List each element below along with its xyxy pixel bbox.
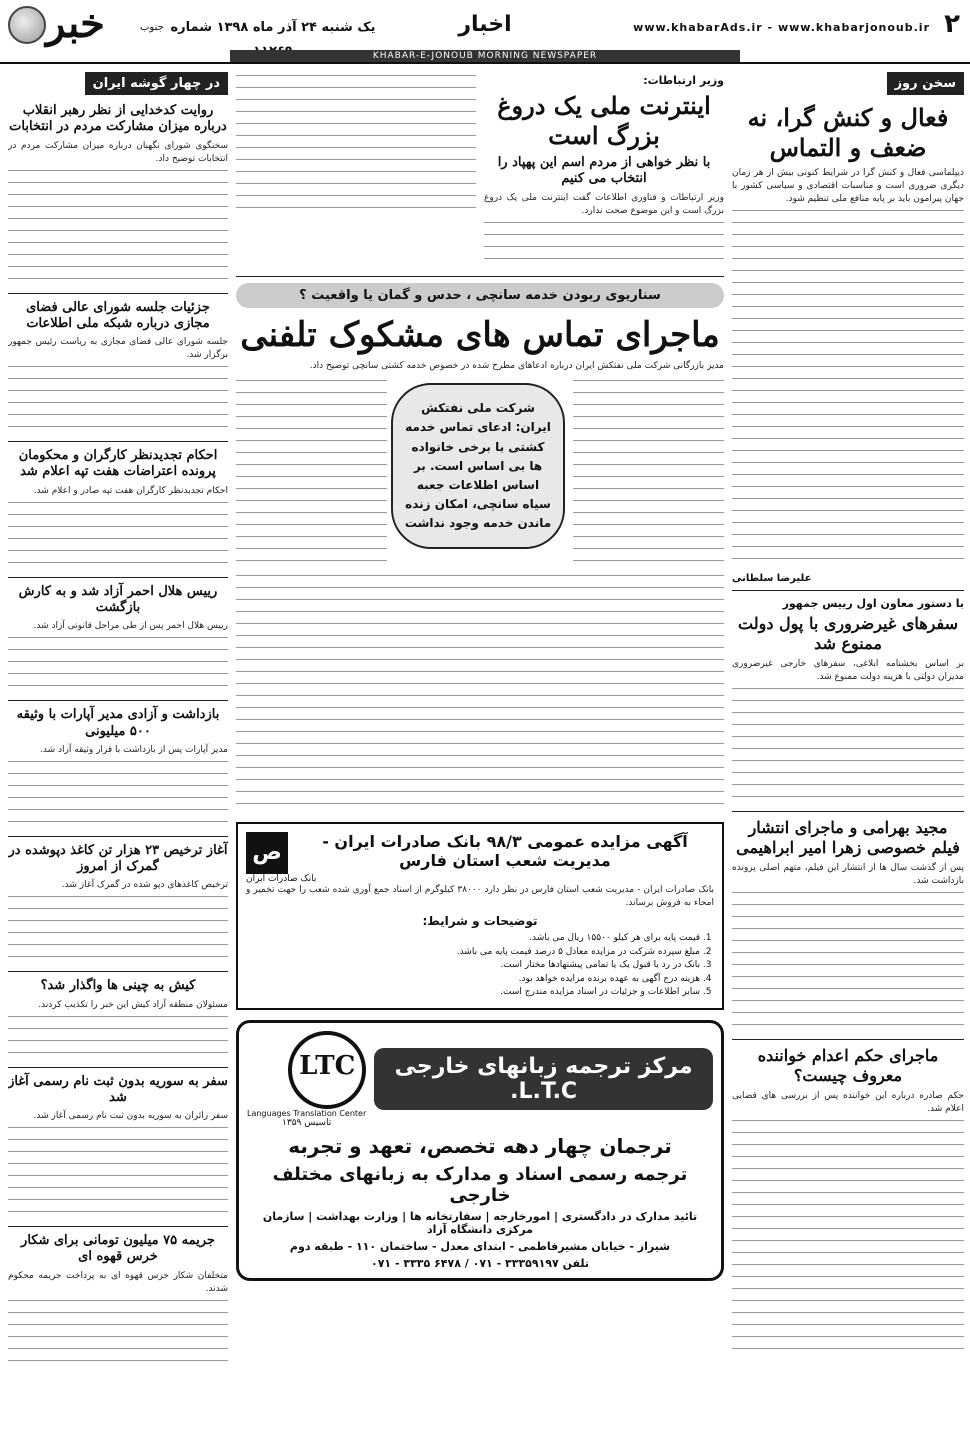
pull-quote: شرکت ملی نفتکش ایران: ادعای تماس خدمه کشتی با برخی خانواده ها بی اساس است. بر اساس اطلاعات جعبه سیاه سانچی، امکان زنده ماندن خدمه وجود نداشت (391, 383, 565, 549)
news-title: بازداشت و آزادی مدیر آپارات با وثیقه ۵۰۰ میلیونی (16, 707, 220, 739)
issue-date: یک شنبه ۲۴ آذر ماه ۱۳۹۸ شماره (170, 20, 376, 35)
lead-title: اینترنت ملی یک دروغ بزرگ است (497, 91, 711, 150)
news-text-lines (8, 170, 228, 287)
news-body: ترخیص کاغذهای دپو شده در گمرک آغاز شد. (61, 880, 228, 891)
globe-icon (8, 6, 46, 44)
editorial-title: فعال و کنش گرا، نه ضعف و التماس (747, 103, 949, 162)
ad-title: آگهی مزایده عمومی ۹۸/۳ بانک صادرات ایران - مدیریت شعب استان فارس (322, 832, 688, 871)
ltc-logo-name: Languages Translation Center (247, 1108, 367, 1118)
article-text-lines (732, 688, 964, 805)
bank-auction-ad (236, 822, 724, 1010)
article-text-lines (732, 892, 964, 1033)
main-story-body: مدیر بازرگانی شرکت ملی نفتکش ایران درباره ادعاهای مطرح شده در خصوص خدمه کشتی سانچی توضیح داد. (309, 361, 724, 372)
list-item: 4. هزینه درج آگهی به عهده برنده مزایده خواهد بود. (246, 973, 700, 987)
newspaper-logo (6, 0, 166, 47)
news-text-lines (8, 1016, 228, 1061)
editorial-body: دیپلماسی فعال و کنش گرا در شرایط کنونی بیش از هر زمان دیگری ضروری است و مناسبات اقتصادی و سیاسی کشور با جهان پیرامون باید بر پایه منافع ملی تنظیم شود. (732, 168, 964, 205)
article-title: مجید بهرامی و ماجرای انتشار فیلم خصوصی زهرا امیر ابراهیمی (736, 818, 960, 858)
page-number: ۲ (944, 9, 960, 39)
ad-body: بانک صادرات ایران - مدیریت شعب استان فارس در نظر دارد ۳۸۰۰۰ کیلوگرم از اسناد جمع آوری شده شعب را جهت تخمیر و امحاء به فروش برساند. (246, 885, 714, 909)
ltc-phone[interactable]: تلفن ۳۳۳۵۹۱۹۷ - ۰۷۱ / ۶۴۷۸ ۳۳۳۵ - ۰۷۱ (370, 1256, 590, 1270)
main-story-text (236, 575, 724, 812)
bank-name: بانک صادرات ایران (246, 874, 317, 885)
news-text-lines (8, 1127, 228, 1220)
logo-wordmark: خبر (46, 0, 105, 47)
article-body: بر اساس بخشنامه ابلاغی، سفرهای خارجی غیرضروری مدیران دولتی با هزینه دولت ممنوع شد. (732, 659, 964, 683)
logo-subtitle: جنوب (140, 22, 164, 33)
ltc-since: تاسیس ۱۳۵۹ (282, 1117, 332, 1128)
translation-center-ad (236, 1020, 724, 1281)
section-title: اخبار (458, 12, 512, 37)
news-body: مدیر آپارات پس از بازداشت با قرار وثیقه آزاد شد. (40, 744, 228, 755)
editorial-author: علیرضا سلطانی (732, 573, 812, 585)
lead-continued-text (236, 72, 476, 270)
ltc-service: ترجمه رسمی اسناد و مدارک به زبانهای مختلف خارجی (272, 1163, 688, 1206)
lead-text-lines (484, 222, 724, 267)
ad-conditions-title: توضیحات و شرایط: (422, 914, 538, 929)
news-title: احکام تجدیدنظر کارگران و محکومان پرونده اعتراضات هفت تپه اعلام شد (18, 448, 218, 480)
news-text-lines (8, 761, 228, 830)
article-title: سفرهای غیرضروری با پول دولت ممنوع شد (738, 614, 958, 654)
news-text-lines (8, 1300, 228, 1369)
news-title: روایت کدخدایی از نظر رهبر انقلاب درباره میزان مشارکت مردم در انتخابات (9, 103, 227, 135)
masthead (0, 0, 970, 50)
ltc-approvals: تائید مدارک در دادگستری | امورخارجه | سفارتخانه ها | وزارت بهداشت | سازمان مرکزی دانشگاه آزاد (262, 1209, 698, 1236)
news-title: رییس هلال احمر آزاد شد و به کارش بازگشت (18, 583, 218, 615)
news-title: جزئیات جلسه شورای عالی فضای مجازی درباره شبکه ملی اطلاعات (26, 299, 210, 331)
news-title: آغاز ترخیص ۲۳ هزار تن کاغذ دپوشده در گمرک از امروز (8, 842, 228, 875)
bank-logo-icon: ص (246, 832, 288, 874)
article-kicker: با دستور معاون اول رییس جمهور (782, 597, 964, 611)
list-item: 3. بانک در رد یا قبول یک یا تمامی پیشنهادها مختار است. (246, 959, 700, 973)
header-divider (0, 62, 970, 64)
ltc-address: شیراز - خیابان مشیرفاطمی - ابتدای معدل - ساختمان ۱۱۰ - طبقه دوم (289, 1239, 671, 1253)
article-body: پس از گذشت سال ها از انتشار این فیلم، متهم اصلی پرونده بازداشت شد. (732, 863, 964, 887)
news-title: سفر به سوریه بدون ثبت نام رسمی آغاز شد (8, 1073, 228, 1105)
article-text-lines (732, 1120, 964, 1357)
article-title: ماجرای حکم اعدام خواننده معروف چیست؟ (757, 1046, 939, 1086)
article-body: حکم صادره درباره این خواننده پس از بررسی های قضایی اعلام شد. (732, 1091, 964, 1115)
list-item: 1. قیمت پایه برای هر کیلو ۱۵۵۰۰ ریال می باشد. (246, 932, 700, 946)
main-story-title: ماجرای تماس های مشکوک تلفنی (240, 314, 720, 355)
lead-body: وزیر ارتباطات و فناوری اطلاعات گفت اینترنت ملی یک دروغ بزرگ است و این موضوع صحت ندارد. (484, 192, 724, 216)
news-title: کیش به چینی ها واگذار شد؟ (40, 978, 196, 994)
lead-kicker: وزیر ارتباطات: (643, 74, 724, 87)
news-text-lines (8, 637, 228, 694)
ltc-title: مرکز ترجمه زبانهای خارجی L.T.C. (374, 1048, 713, 1110)
website-links[interactable]: www.khabarAds.ir - www.khabarjonoub.ir (633, 21, 930, 34)
news-body: رییس هلال احمر پس از طی مراحل قانونی آزاد شد. (33, 621, 228, 632)
list-item: 2. مبلغ سپرده شرکت در مزایده معادل ۵ درصد قیمت پایه می باشد. (246, 946, 700, 960)
news-body: متخلفان شکار خرس قهوه ای به پرداخت جریمه محکوم شدند. (8, 1270, 228, 1294)
story-banner: سناریوی ربودن خدمه سانچی ، حدس و گمان یا واقعیت ؟ (236, 283, 724, 308)
news-body: سخنگوی شورای نگهبان درباره میزان مشارکت مردم در انتخابات توضیح داد. (8, 140, 228, 164)
middle-column (236, 72, 724, 1422)
regional-news-tab: در چهار گوشه ایران (85, 72, 228, 95)
news-body: احکام تجدیدنظر کارگران هفت تپه صادر و اعلام شد. (33, 485, 228, 496)
news-text-lines (8, 366, 228, 435)
ltc-slogan: ترجمان چهار دهه تخصص، تعهد و تجربه (288, 1133, 672, 1158)
left-column (8, 72, 228, 1422)
ltc-logo-icon: LTC (288, 1031, 366, 1109)
list-item: 5. سایر اطلاعات و جزئیات در اسناد مزایده مندرج است. (246, 986, 700, 1000)
lead-subtitle: با نظر خواهی از مردم اسم این پهپاد را انتخاب می کنیم (497, 155, 711, 187)
masthead-strip: KHABAR-E-JONOUB MORNING NEWSPAPER (230, 50, 740, 62)
news-body: سفر زائران به سوریه بدون ثبت نام رسمی آغاز شد. (33, 1111, 228, 1122)
editorial-tab: سخن روز (887, 72, 964, 95)
right-column (732, 72, 964, 1422)
news-body: جلسه شورای عالی فضای مجازی به ریاست رئیس جمهور برگزار شد. (8, 337, 228, 361)
news-title: جریمه ۷۵ میلیون تومانی برای شکار خرس قهوه ای (21, 1233, 215, 1265)
main-story-text (236, 377, 387, 572)
news-body: مسئولان منطقه آزاد کیش این خبر را تکذیب کردند. (38, 999, 228, 1010)
editorial-text-lines (732, 210, 964, 567)
ad-conditions-list (246, 932, 714, 1000)
news-text-lines (8, 502, 228, 571)
news-text-lines (8, 896, 228, 965)
main-story-text (573, 377, 724, 572)
